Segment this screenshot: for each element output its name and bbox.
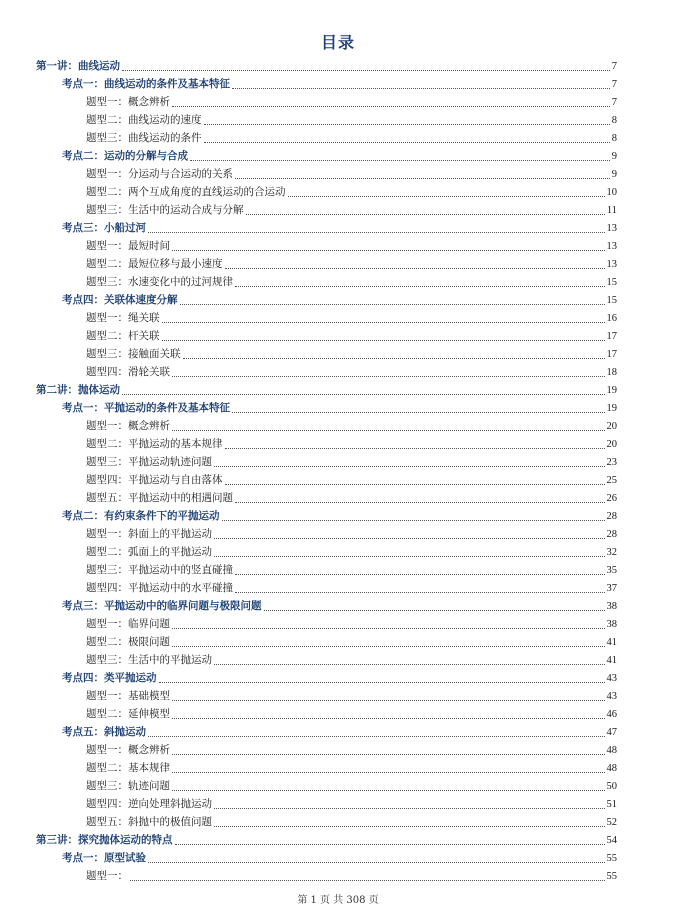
toc-topic-entry[interactable] — [0, 255, 676, 273]
toc-entry-page-number: 13 — [606, 259, 617, 270]
toc-topic-entry[interactable] — [0, 759, 676, 777]
toc-topic-entry[interactable] — [0, 579, 676, 597]
toc-topic-entry[interactable] — [0, 435, 676, 453]
toc-entry-page-number: 17 — [606, 349, 617, 360]
toc-topic-entry[interactable] — [0, 453, 676, 471]
toc-entry-page-number: 28 — [606, 511, 617, 522]
toc-topic-entry[interactable] — [0, 705, 676, 723]
toc-section-entry[interactable] — [0, 75, 676, 93]
toc-entry-title: 题型一：基础模型 — [86, 690, 170, 702]
toc-topic-entry[interactable] — [0, 93, 676, 111]
toc-entry-page-number: 15 — [606, 277, 617, 288]
toc-leader-dots — [159, 682, 605, 683]
toc-section-entry[interactable] — [0, 291, 676, 309]
toc-topic-entry[interactable] — [0, 327, 676, 345]
toc-leader-dots — [183, 358, 605, 359]
toc-leader-dots — [225, 268, 605, 269]
toc-entry-title: 题型二：最短位移与最小速度 — [86, 258, 223, 270]
toc-leader-dots — [122, 394, 605, 395]
toc-topic-entry[interactable] — [0, 525, 676, 543]
toc-leader-dots — [148, 862, 605, 863]
toc-entry-page-number: 9 — [611, 151, 617, 162]
toc-leader-dots — [172, 376, 605, 377]
toc-section-entry[interactable] — [0, 399, 676, 417]
toc-entry-title: 题型二：杆关联 — [86, 330, 160, 342]
toc-leader-dots — [172, 106, 610, 107]
toc-entry-title: 题型二：弧面上的平抛运动 — [86, 546, 212, 558]
toc-entry-page-number: 20 — [606, 421, 617, 432]
toc-topic-entry[interactable] — [0, 777, 676, 795]
toc-entry-title: 考点四：关联体速度分解 — [62, 294, 178, 306]
toc-topic-entry[interactable] — [0, 183, 676, 201]
toc-leader-dots — [235, 592, 605, 593]
toc-section-entry[interactable] — [0, 147, 676, 165]
toc-entry-page-number: 7 — [611, 79, 617, 90]
toc-leader-dots — [172, 430, 605, 431]
toc-entry-page-number: 37 — [606, 583, 617, 594]
toc-chapter-entry[interactable] — [0, 57, 676, 75]
toc-entry-page-number: 47 — [606, 727, 617, 738]
toc-chapter-entry[interactable] — [0, 831, 676, 849]
toc-entry-title: 题型五：平抛运动中的相遇问题 — [86, 492, 233, 504]
toc-leader-dots — [172, 250, 605, 251]
toc-section-entry[interactable] — [0, 597, 676, 615]
toc-entry-title: 题型一：绳关联 — [86, 312, 160, 324]
page-title: 目录 — [320, 33, 355, 52]
toc-entry-title: 题型五：斜抛中的极值问题 — [86, 816, 212, 828]
toc-entry-title: 题型二：平抛运动的基本规律 — [86, 438, 223, 450]
toc-entry-page-number: 48 — [606, 745, 617, 756]
toc-leader-dots — [235, 178, 610, 179]
toc-entry-title: 题型四：逆向处理斜抛运动 — [86, 798, 212, 810]
toc-entry-title: 题型四：滑轮关联 — [86, 366, 170, 378]
toc-leader-dots — [288, 196, 605, 197]
toc-entry-title: 题型一：斜面上的平抛运动 — [86, 528, 212, 540]
toc-topic-entry[interactable] — [0, 813, 676, 831]
toc-topic-entry[interactable] — [0, 741, 676, 759]
toc-leader-dots — [214, 556, 605, 557]
toc-topic-entry[interactable] — [0, 489, 676, 507]
toc-entry-page-number: 48 — [606, 763, 617, 774]
toc-section-entry[interactable] — [0, 219, 676, 237]
toc-topic-entry[interactable] — [0, 633, 676, 651]
toc-entry-title: 题型一：最短时间 — [86, 240, 170, 252]
toc-entry-page-number: 46 — [606, 709, 617, 720]
toc-topic-entry[interactable] — [0, 309, 676, 327]
toc-entry-title: 考点三：小船过河 — [62, 222, 146, 234]
toc-entry-page-number: 54 — [606, 835, 617, 846]
toc-section-entry[interactable] — [0, 507, 676, 525]
page-footer: 第 1 页 共 308 页 — [297, 895, 379, 906]
toc-entry-title: 第三讲：探究抛体运动的特点 — [36, 834, 173, 846]
toc-entry-title: 题型三：接触面关联 — [86, 348, 181, 360]
toc-entry-title: 题型三：水速变化中的过河规律 — [86, 276, 233, 288]
toc-entry-page-number: 50 — [606, 781, 617, 792]
toc-entry-title: 考点三：平抛运动中的临界问题与极限问题 — [62, 600, 262, 612]
toc-topic-entry[interactable] — [0, 417, 676, 435]
toc-entry-title: 题型三：平抛运动轨迹问题 — [86, 456, 212, 468]
toc-entry-page-number: 20 — [606, 439, 617, 450]
toc-topic-entry[interactable] — [0, 273, 676, 291]
toc-entry-title: 题型一：概念辨析 — [86, 420, 170, 432]
toc-entry-title: 题型二：极限问题 — [86, 636, 170, 648]
toc-topic-entry[interactable] — [0, 471, 676, 489]
toc-entry-page-number: 41 — [606, 655, 617, 666]
toc-entry-page-number: 13 — [606, 223, 617, 234]
toc-entry-title: 题型三：生活中的平抛运动 — [86, 654, 212, 666]
toc-entry-page-number: 55 — [606, 853, 617, 864]
toc-leader-dots — [235, 286, 605, 287]
toc-topic-entry[interactable] — [0, 687, 676, 705]
toc-leader-dots — [172, 754, 605, 755]
toc-entry-page-number: 15 — [606, 295, 617, 306]
toc-leader-dots — [148, 736, 605, 737]
toc-leader-dots — [232, 412, 605, 413]
toc-entry-page-number: 41 — [606, 637, 617, 648]
table-of-contents — [0, 57, 676, 885]
toc-entry-title: 题型三：轨迹问题 — [86, 780, 170, 792]
toc-topic-entry[interactable] — [0, 345, 676, 363]
toc-entry-page-number: 8 — [611, 115, 617, 126]
toc-topic-entry[interactable] — [0, 165, 676, 183]
toc-entry-page-number: 18 — [606, 367, 617, 378]
toc-entry-page-number: 26 — [606, 493, 617, 504]
toc-leader-dots — [235, 502, 605, 503]
toc-entry-page-number: 38 — [606, 619, 617, 630]
toc-leader-dots — [180, 304, 605, 305]
toc-entry-title: 第二讲：抛体运动 — [36, 384, 120, 396]
toc-topic-entry[interactable] — [0, 111, 676, 129]
toc-entry-page-number: 17 — [606, 331, 617, 342]
toc-entry-title: 考点一：曲线运动的条件及基本特征 — [62, 78, 230, 90]
toc-leader-dots — [162, 340, 605, 341]
toc-entry-title: 题型一：概念辨析 — [86, 96, 170, 108]
toc-entry-title: 题型二：延伸模型 — [86, 708, 170, 720]
toc-topic-entry[interactable] — [0, 795, 676, 813]
toc-leader-dots — [225, 448, 605, 449]
toc-section-entry[interactable] — [0, 669, 676, 687]
toc-leader-dots — [246, 214, 605, 215]
toc-entry-title: 题型一：临界问题 — [86, 618, 170, 630]
toc-entry-title: 题型四：平抛运动与自由落体 — [86, 474, 223, 486]
toc-topic-entry[interactable] — [0, 867, 676, 885]
toc-topic-entry[interactable] — [0, 237, 676, 255]
toc-entry-title: 题型一： — [86, 870, 128, 882]
toc-leader-dots — [122, 70, 610, 71]
toc-entry-title: 考点五：斜抛运动 — [62, 726, 146, 738]
toc-leader-dots — [214, 538, 605, 539]
toc-entry-page-number: 28 — [606, 529, 617, 540]
toc-entry-title: 考点二：运动的分解与合成 — [62, 150, 188, 162]
toc-entry-page-number: 11 — [606, 205, 617, 216]
toc-entry-title: 题型二：基本规律 — [86, 762, 170, 774]
toc-entry-page-number: 43 — [606, 691, 617, 702]
toc-entry-page-number: 35 — [606, 565, 617, 576]
toc-entry-title: 题型四：平抛运动中的水平碰撞 — [86, 582, 233, 594]
toc-entry-page-number: 9 — [611, 169, 617, 180]
toc-entry-title: 题型三：生活中的运动合成与分解 — [86, 204, 244, 216]
toc-entry-title: 题型二：两个互成角度的直线运动的合运动 — [86, 186, 286, 198]
toc-topic-entry[interactable] — [0, 561, 676, 579]
toc-entry-page-number: 7 — [611, 61, 617, 72]
toc-topic-entry[interactable] — [0, 363, 676, 381]
toc-leader-dots — [214, 664, 605, 665]
toc-leader-dots — [162, 322, 605, 323]
toc-leader-dots — [172, 700, 605, 701]
toc-entry-title: 考点一：平抛运动的条件及基本特征 — [62, 402, 230, 414]
toc-entry-page-number: 10 — [606, 187, 617, 198]
toc-entry-page-number: 19 — [606, 385, 617, 396]
toc-topic-entry[interactable] — [0, 651, 676, 669]
toc-topic-entry[interactable] — [0, 615, 676, 633]
toc-leader-dots — [264, 610, 605, 611]
toc-leader-dots — [204, 142, 610, 143]
toc-entry-title: 题型二：曲线运动的速度 — [86, 114, 202, 126]
toc-leader-dots — [130, 880, 605, 881]
toc-entry-page-number: 43 — [606, 673, 617, 684]
toc-entry-page-number: 8 — [611, 133, 617, 144]
toc-entry-page-number: 52 — [606, 817, 617, 828]
toc-topic-entry[interactable] — [0, 129, 676, 147]
toc-entry-title: 题型一：概念辨析 — [86, 744, 170, 756]
toc-section-entry[interactable] — [0, 849, 676, 867]
toc-leader-dots — [222, 520, 605, 521]
toc-entry-title: 题型一：分运动与合运动的关系 — [86, 168, 233, 180]
toc-leader-dots — [190, 160, 610, 161]
toc-topic-entry[interactable] — [0, 201, 676, 219]
toc-leader-dots — [172, 772, 605, 773]
toc-leader-dots — [235, 574, 605, 575]
toc-entry-page-number: 23 — [606, 457, 617, 468]
toc-entry-title: 考点二：有约束条件下的平抛运动 — [62, 510, 220, 522]
toc-leader-dots — [172, 790, 605, 791]
toc-entry-page-number: 38 — [606, 601, 617, 612]
toc-leader-dots — [214, 826, 605, 827]
toc-leader-dots — [225, 484, 605, 485]
toc-leader-dots — [232, 88, 610, 89]
toc-entry-title: 第一讲：曲线运动 — [36, 60, 120, 72]
toc-entry-title: 考点一：原型试验 — [62, 852, 146, 864]
toc-chapter-entry[interactable] — [0, 381, 676, 399]
toc-leader-dots — [204, 124, 610, 125]
toc-entry-page-number: 25 — [606, 475, 617, 486]
toc-entry-page-number: 32 — [606, 547, 617, 558]
toc-leader-dots — [172, 646, 605, 647]
toc-topic-entry[interactable] — [0, 543, 676, 561]
toc-entry-page-number: 51 — [606, 799, 617, 810]
toc-entry-page-number: 16 — [606, 313, 617, 324]
toc-leader-dots — [214, 466, 605, 467]
toc-entry-title: 题型三：平抛运动中的竖直碰撞 — [86, 564, 233, 576]
toc-entry-title: 题型三：曲线运动的条件 — [86, 132, 202, 144]
toc-entry-page-number: 13 — [606, 241, 617, 252]
toc-leader-dots — [175, 844, 605, 845]
toc-leader-dots — [214, 808, 605, 809]
toc-leader-dots — [172, 718, 605, 719]
toc-entry-page-number: 19 — [606, 403, 617, 414]
toc-leader-dots — [172, 628, 605, 629]
toc-leader-dots — [148, 232, 605, 233]
toc-entry-title: 考点四：类平抛运动 — [62, 672, 157, 684]
toc-entry-page-number: 55 — [606, 871, 617, 882]
toc-section-entry[interactable] — [0, 723, 676, 741]
toc-entry-page-number: 7 — [611, 97, 617, 108]
